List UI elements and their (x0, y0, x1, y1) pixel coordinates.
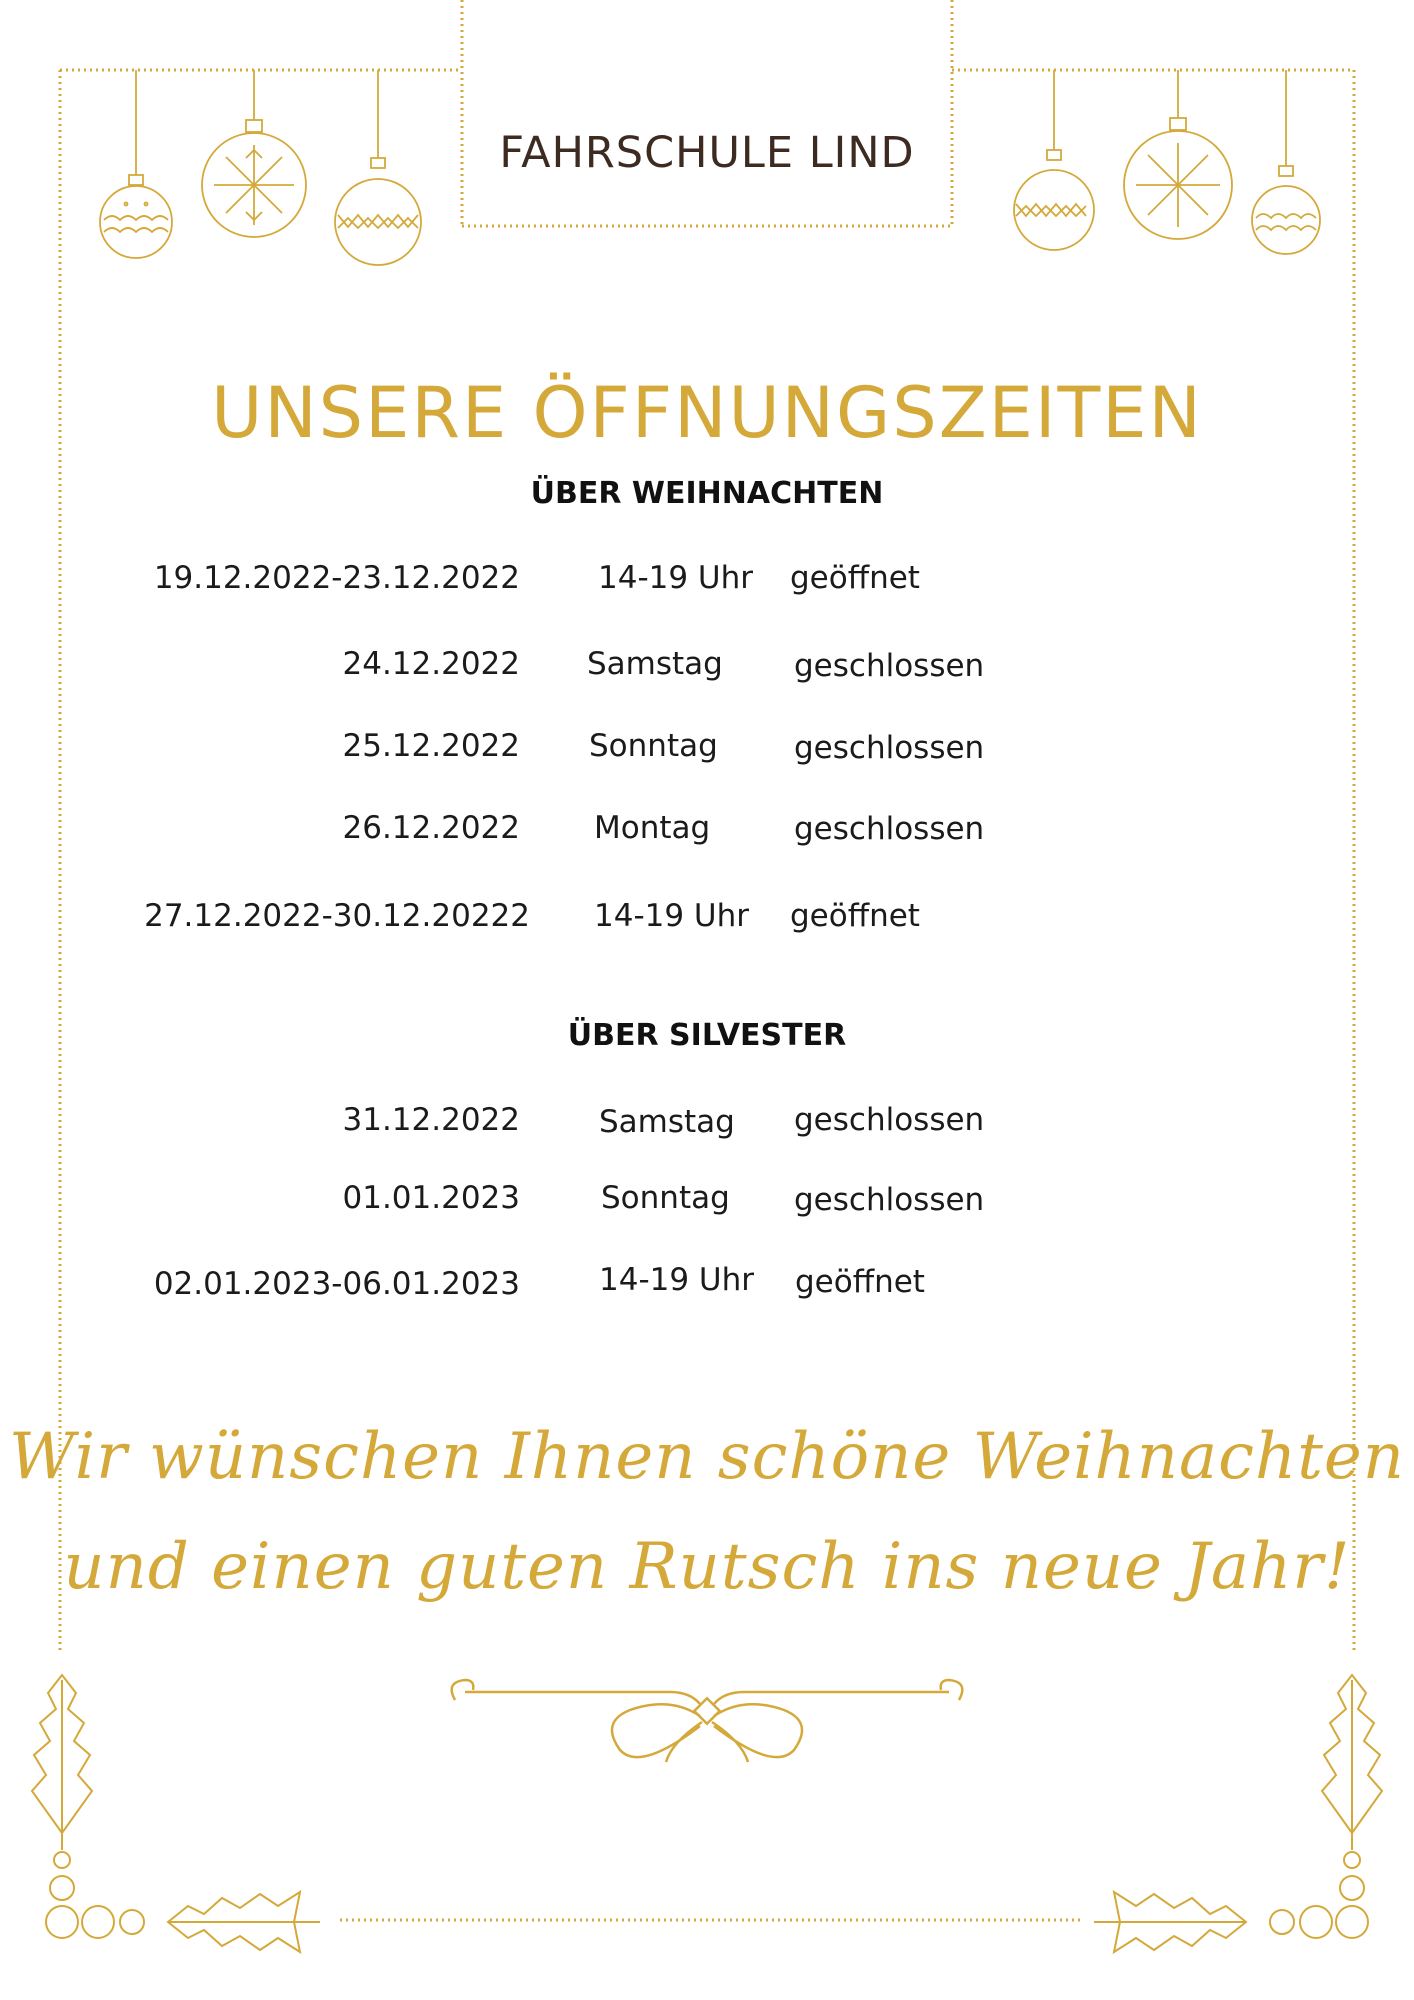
date-cell: 31.12.2022 (342, 1102, 520, 1138)
date-cell: 26.12.2022 (342, 810, 520, 846)
greeting-line-1: Wir wünschen Ihnen schöne Weihnachten (8, 1420, 1406, 1494)
status-cell: geöffnet (795, 1264, 925, 1300)
christmas-bauble-icon (335, 70, 421, 265)
status-cell: geöffnet (790, 560, 920, 596)
date-cell: 25.12.2022 (342, 728, 520, 764)
day-cell: Sonntag (601, 1180, 730, 1216)
date-cell: 19.12.2022-23.12.2022 (153, 560, 520, 596)
section-heading-silvester: ÜBER SILVESTER (567, 1018, 847, 1053)
section-heading-weihnachten: ÜBER WEIHNACHTEN (530, 476, 884, 511)
christmas-bauble-icon (100, 70, 172, 258)
day-cell: Sonntag (589, 728, 718, 764)
greeting-line-2: und einen guten Rutsch ins neue Jahr! (63, 1530, 1351, 1604)
brand-name: FAHRSCHULE LIND (499, 128, 915, 178)
date-cell: 27.12.2022-30.12.20222 (144, 898, 530, 934)
date-cell: 01.01.2023 (342, 1180, 520, 1216)
day-cell: Samstag (599, 1104, 735, 1140)
day-cell: 14-19 Uhr (594, 898, 750, 934)
day-cell: 14-19 Uhr (598, 560, 754, 596)
date-cell: 24.12.2022 (342, 646, 520, 682)
holly-leaf-icon (32, 1675, 320, 1952)
snowflake-icon (1124, 70, 1232, 239)
date-cell: 02.01.2023-06.01.2023 (153, 1266, 520, 1302)
status-cell: geschlossen (794, 1102, 985, 1138)
status-cell: geschlossen (794, 811, 985, 847)
holly-leaf-icon (1094, 1675, 1382, 1952)
status-cell: geschlossen (794, 1182, 985, 1218)
day-cell: 14-19 Uhr (599, 1262, 755, 1298)
page-title: UNSERE ÖFFNUNGSZEITEN (211, 372, 1203, 454)
snowflake-icon (202, 70, 306, 237)
bow-icon (452, 1680, 963, 1762)
status-cell: geschlossen (794, 730, 985, 766)
status-cell: geöffnet (790, 898, 920, 934)
day-cell: Samstag (587, 646, 723, 682)
christmas-bauble-icon (1252, 70, 1320, 254)
christmas-bauble-icon (1014, 70, 1094, 250)
day-cell: Montag (594, 810, 711, 846)
status-cell: geschlossen (794, 648, 985, 684)
